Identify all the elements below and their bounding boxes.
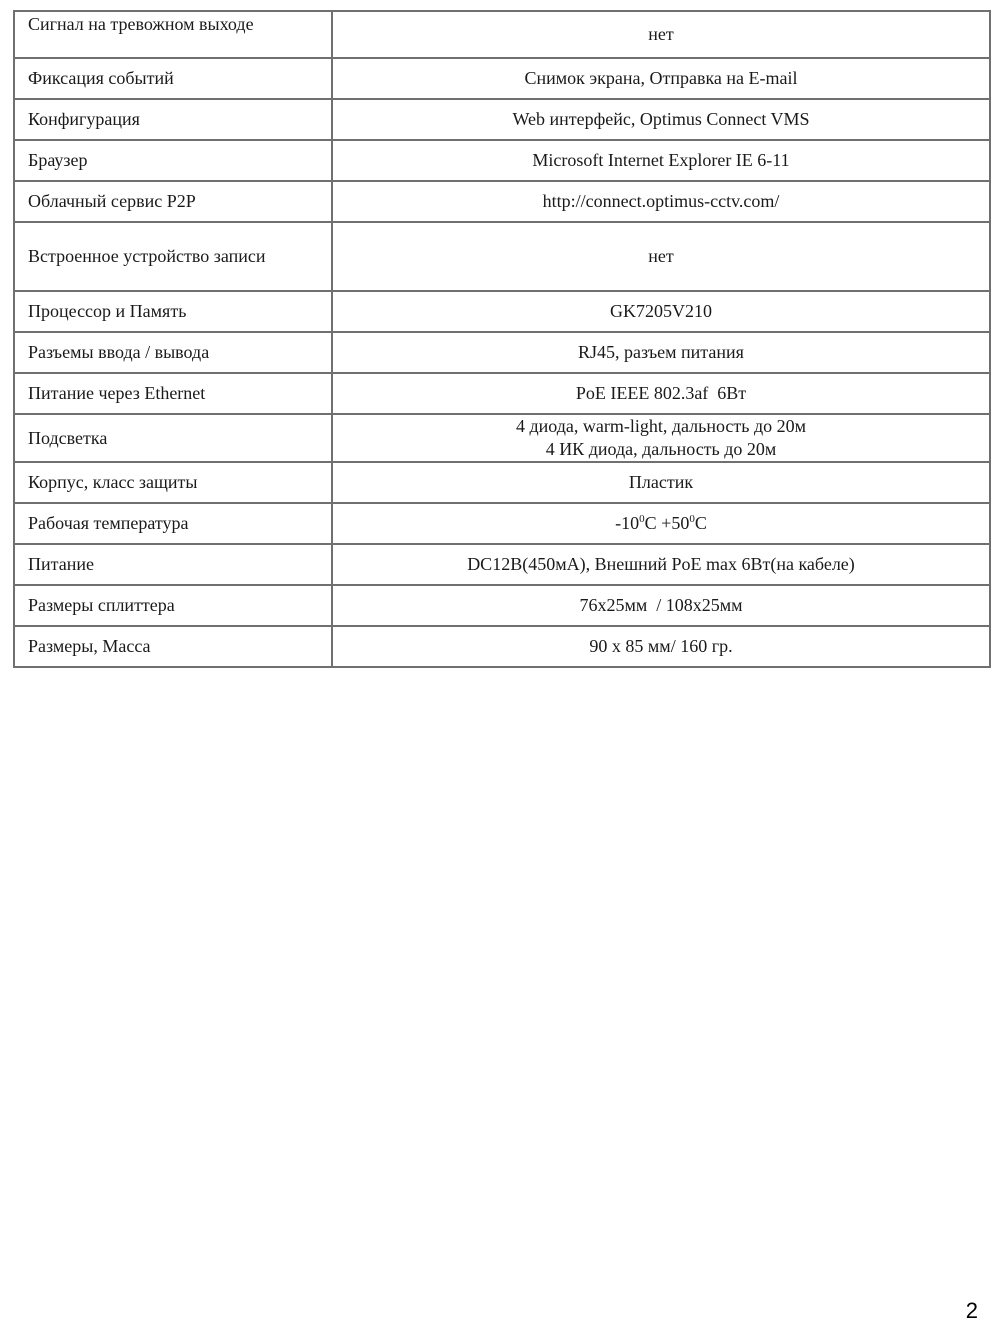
row-value-housing: Пластик	[332, 462, 990, 503]
table-row	[14, 222, 990, 291]
table-row	[14, 332, 990, 373]
temp-min: -10	[615, 513, 640, 533]
row-label-illumination: Подсветка	[14, 414, 332, 462]
row-value-power: DC12В(450мА), Внешний PoE max 6Вт(на кабеле)	[332, 544, 990, 585]
temp-mid: C +50	[644, 513, 690, 533]
row-label-io-connectors: Разъемы ввода / вывода	[14, 332, 332, 373]
row-label-browser: Браузер	[14, 140, 332, 181]
row-label-splitter-size: Размеры сплиттера	[14, 585, 332, 626]
row-label-housing: Корпус, класс защиты	[14, 462, 332, 503]
table-row	[14, 585, 990, 626]
row-value-illumination	[332, 414, 990, 462]
illumination-line-2: 4 ИК диода, дальность до 20м	[545, 439, 777, 459]
table-row	[14, 58, 990, 99]
table-row	[14, 626, 990, 667]
table-row	[14, 373, 990, 414]
row-value-built-in-recorder: нет	[332, 222, 990, 291]
row-value-poe: PoE IEEE 802.3af 6Вт	[332, 373, 990, 414]
row-value-dimensions-weight: 90 х 85 мм/ 160 гр.	[332, 626, 990, 667]
row-value-processor: GK7205V210	[332, 291, 990, 332]
table-row	[14, 181, 990, 222]
row-value-browser: Microsoft Internet Explorer IE 6-11	[332, 140, 990, 181]
row-label-built-in-recorder: Встроенное устройство записи	[14, 222, 332, 291]
table-row	[14, 544, 990, 585]
illumination-line-1: 4 диода, warm-light, дальность до 20м	[515, 416, 807, 436]
table-row	[14, 11, 990, 58]
row-label-operating-temperature: Рабочая температура	[14, 503, 332, 544]
row-label-poe: Питание через Ethernet	[14, 373, 332, 414]
row-value-alarm-output: нет	[332, 11, 990, 58]
degree-mark: 0	[689, 513, 695, 525]
table-row	[14, 140, 990, 181]
degree-mark: 0	[639, 513, 645, 525]
row-label-event-capture: Фиксация событий	[14, 58, 332, 99]
table-row	[14, 99, 990, 140]
row-value-splitter-size: 76х25мм / 108х25мм	[332, 585, 990, 626]
row-label-processor: Процессор и Память	[14, 291, 332, 332]
row-value-operating-temperature	[332, 503, 990, 544]
row-label-power: Питание	[14, 544, 332, 585]
table-row	[14, 503, 990, 544]
row-value-cloud-service: http://connect.optimus-cctv.com/	[332, 181, 990, 222]
table-row	[14, 291, 990, 332]
row-value-event-capture: Снимок экрана, Отправка на E-mail	[332, 58, 990, 99]
row-label-dimensions-weight: Размеры, Масса	[14, 626, 332, 667]
row-label-alarm-output: Сигнал на тревожном выходе	[14, 11, 332, 58]
table-row	[14, 462, 990, 503]
row-label-cloud-service: Облачный сервис P2P	[14, 181, 332, 222]
temp-unit: C	[694, 513, 707, 533]
row-value-configuration: Web интерфейс, Optimus Connect VMS	[332, 99, 990, 140]
page-number: 2	[965, 1298, 978, 1323]
table-row	[14, 414, 990, 462]
row-label-configuration: Конфигурация	[14, 99, 332, 140]
spec-table	[13, 10, 991, 668]
row-value-io-connectors: RJ45, разъем питания	[332, 332, 990, 373]
